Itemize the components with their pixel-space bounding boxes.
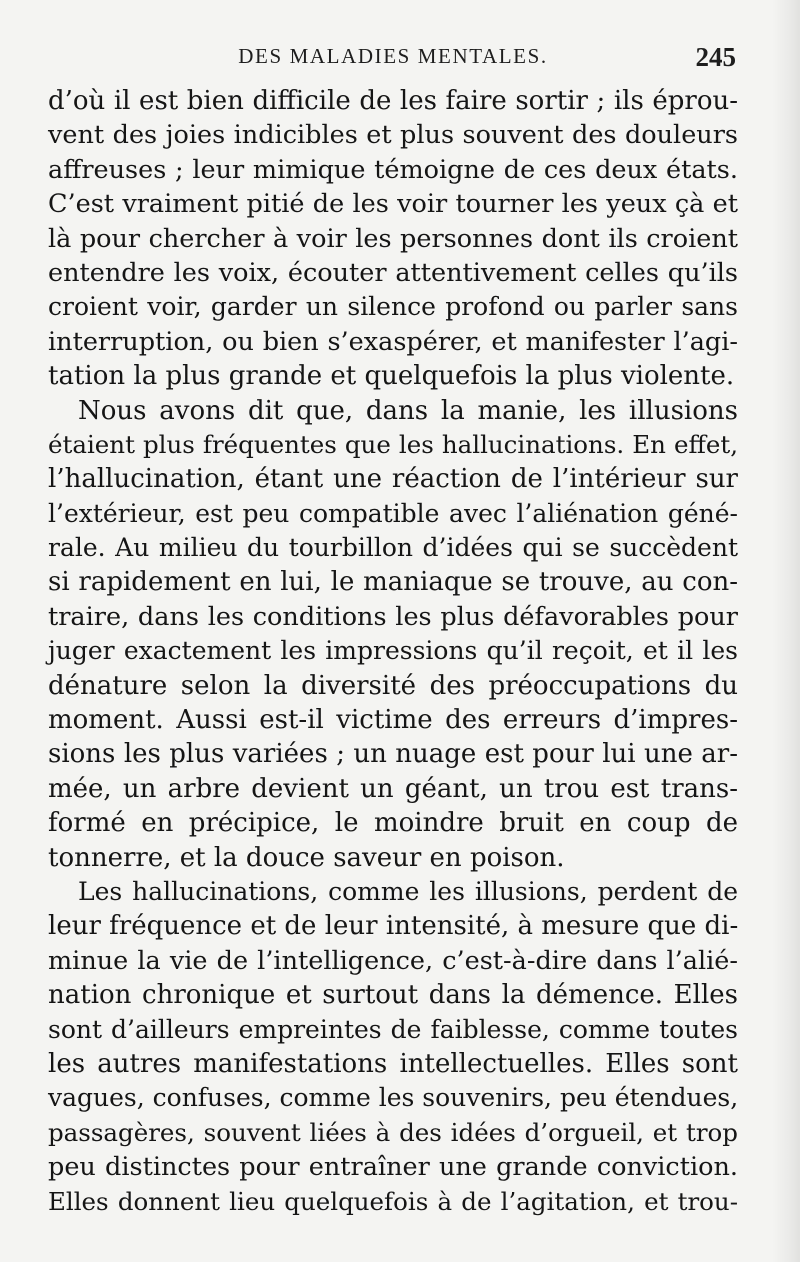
- text-line: Elles donnent lieu quelquefois à de l’agitation, et trou-: [48, 1186, 738, 1216]
- text-line: vent des joies indicibles et plus souvent des douleurs: [48, 120, 738, 151]
- running-title: DES MALADIES MENTALES.: [238, 44, 548, 68]
- text-line: dénature selon la diversité des préoccupations du: [48, 670, 738, 701]
- text-line: l’extérieur, est peu compatible avec l’aliénation géné-: [48, 498, 738, 528]
- text-line: croient voir, garder un silence profond ou parler sans: [48, 292, 738, 322]
- text-line: moment. Aussi est-il victime des erreurs d’impres-: [48, 705, 738, 736]
- page-header: [48, 42, 738, 76]
- text-line: formé en précipice, le moindre bruit en coup de: [48, 808, 738, 839]
- text-line: mée, un arbre devient un géant, un trou est trans-: [48, 773, 738, 804]
- text-line: rale. Au milieu du tourbillon d’idées qui se succèdent: [48, 533, 738, 563]
- text-line: sont d’ailleurs empreintes de faiblesse, comme toutes: [48, 1014, 738, 1044]
- text-line: C’est vraiment pitié de les voir tourner les yeux çà et: [48, 189, 738, 220]
- text-line: sions les plus variées ; un nuage est pour lui une ar-: [48, 739, 738, 770]
- text-line: étaient plus fréquentes que les hallucinations. En effet,: [48, 429, 738, 459]
- text-line: d’où il est bien difficile de les faire sortir ; ils éprou-: [48, 86, 738, 116]
- text-line: traire, dans les conditions les plus défavorables pour: [48, 601, 738, 632]
- text-line: vagues, confuses, comme les souvenirs, peu étendues,: [48, 1083, 739, 1113]
- text-line: là pour chercher à voir les personnes dont ils croient: [48, 223, 738, 254]
- text-line: minue la vie de l’intelligence, c’est-à-dire dans l’alié-: [48, 945, 738, 976]
- text-line: l’hallucination, étant une réaction de l’intérieur sur: [48, 464, 738, 495]
- text-line: tonnerre, et la douce saveur en poison.: [48, 842, 565, 873]
- text-line: leur fréquence et de leur intensité, à mesure que di-: [48, 911, 739, 942]
- text-line: juger exactement les impressions qu’il reçoit, et il les: [48, 636, 738, 666]
- text-line: si rapidement en lui, le maniaque se trouve, au con-: [48, 567, 738, 598]
- text-line: affreuses ; leur mimique témoigne de ces deux états.: [48, 154, 738, 185]
- page-edge-shadow: [772, 0, 800, 1262]
- paragraph-first-line: Nous avons dit que, dans la manie, les illusions: [78, 395, 738, 426]
- text-line: tation la plus grande et quelquefois la plus violente.: [48, 361, 735, 392]
- text-line: peu distinctes pour entraîner une grande conviction.: [48, 1152, 738, 1183]
- text-line: nation chronique et surtout dans la démence. Elles: [48, 980, 738, 1011]
- text-line: passagères, souvent liées à des idées d’orgueil, et trop: [48, 1117, 738, 1147]
- text-line: interruption, ou bien s’exaspérer, et manifester l’agi-: [48, 326, 738, 357]
- body-text: [48, 84, 738, 1219]
- text-line: entendre les voix, écouter attentivement celles qu’ils: [48, 257, 738, 288]
- paragraph-first-line: Les hallucinations, comme les illusions, perdent de: [78, 876, 738, 906]
- page-number: 245: [695, 42, 736, 72]
- text-line: les autres manifestations intellectuelles. Elles sont: [48, 1048, 738, 1079]
